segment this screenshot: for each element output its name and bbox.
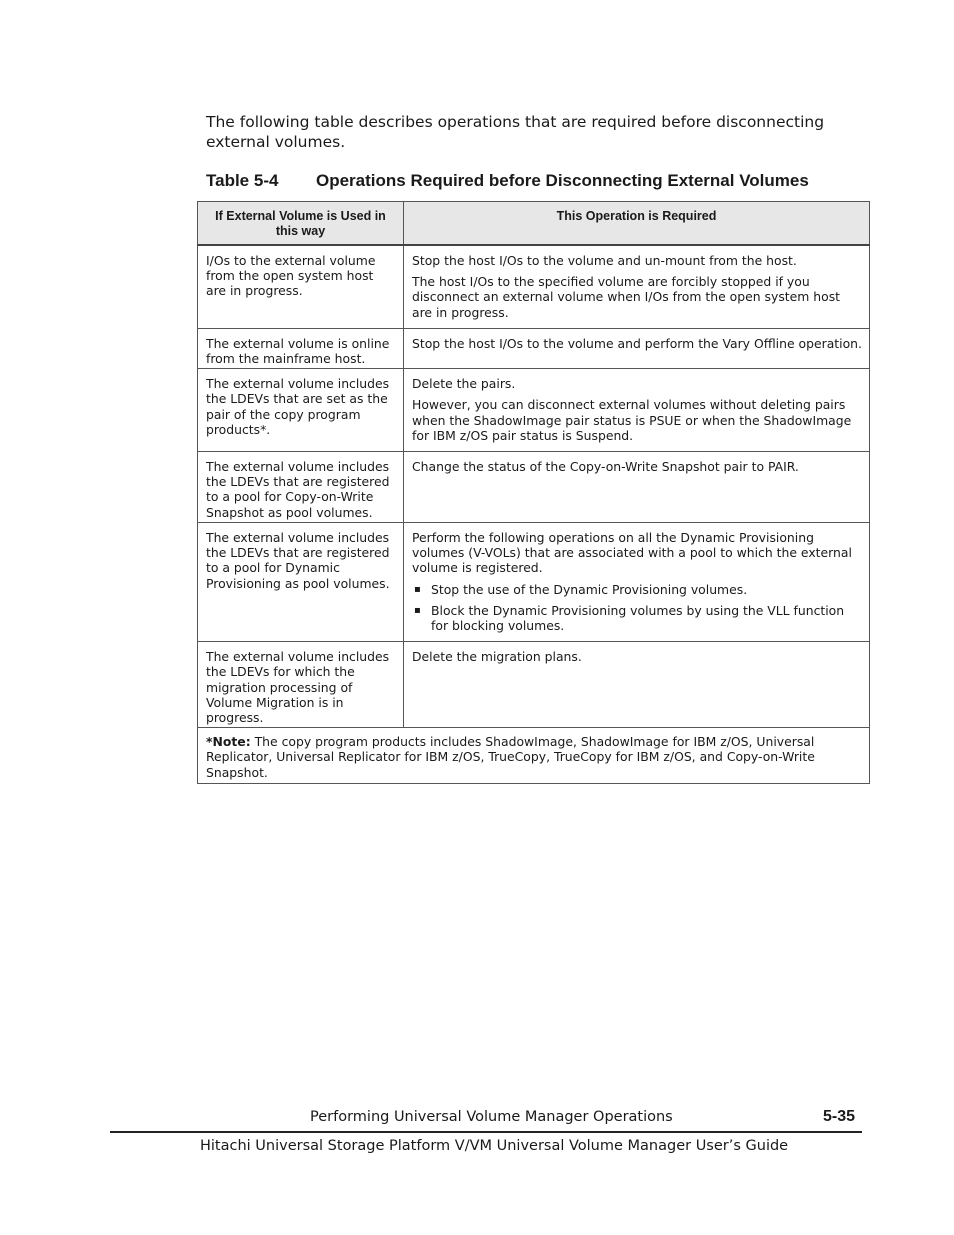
operation-text: Delete the migration plans. [412,649,582,665]
bullet-item: ▪ Block the Dynamic Provisioning volumes by using the VLL function for blocking volumes. [431,603,862,633]
table-row [198,328,870,368]
table-header-row [198,202,870,246]
operation-text: The host I/Os to the specified volume are forcibly stopped if you disconnect an external volume when I/Os from the open system host are in progress. [412,274,841,320]
operation-text: Stop the host I/Os to the volume and un-mount from the host. [412,253,797,268]
condition-cell: The external volume includes the LDEVs for which the migration processing of Volume Migration is in progress. [198,642,404,728]
condition-cell: I/Os to the external volume from the open system host are in progress. [198,245,404,328]
table-note-row [198,728,870,784]
table-row [198,642,870,728]
page-number: 5-35 [823,1108,856,1125]
note-text: The copy program products includes ShadowImage, ShadowImage for IBM z/OS, Universal Replicator, Universal Replicator for IBM z/OS, TrueCopy, TrueCopy for IBM z/OS, and Copy-on-Write Snapshot. [206,734,815,780]
operation-text: Stop the host I/Os to the volume and perform the Vary Offline operation. [412,335,862,351]
condition-cell: The external volume is online from the mainframe host. [198,328,404,368]
operation-cell [404,245,870,328]
table-row [198,369,870,452]
condition-cell: The external volume includes the LDEVs that are registered to a pool for Copy-on-Write Snapshot as pool volumes. [198,452,404,523]
note-label: *Note: [206,734,251,750]
operation-cell [404,369,870,452]
operation-cell [404,642,870,728]
table-title: Operations Required before Disconnecting External Volumes [316,171,809,190]
operation-cell [404,328,870,368]
footer-guide-title: Hitachi Universal Storage Platform V/VM Universal Volume Manager User’s Guide [200,1138,789,1154]
table-note [198,728,870,784]
condition-cell: The external volume includes the LDEVs that are set as the pair of the copy program products*. [198,369,404,452]
operation-text: Perform the following operations on all the Dynamic Provisioning volumes (V-VOLs) that are associated with a pool to which the external volume is registered. [412,530,852,576]
table-number: Table 5-4 [206,171,279,190]
table-caption [206,171,871,191]
footer-divider [110,1131,862,1133]
table-row [198,523,870,642]
operations-table [197,201,870,784]
header-operation: This Operation is Required [404,202,870,246]
table-row [198,452,870,523]
operation-text: Change the status of the Copy-on-Write Snapshot pair to PAIR. [412,459,799,475]
header-condition: If External Volume is Used in this way [198,202,404,246]
footer-section-title: Performing Universal Volume Manager Operations [310,1109,673,1125]
operation-text: Delete the pairs. [412,376,516,392]
operation-cell [404,523,870,642]
operation-cell [404,452,870,523]
condition-cell: The external volume includes the LDEVs that are registered to a pool for Dynamic Provisioning as pool volumes. [198,523,404,642]
bullet-item: ▪ Stop the use of the Dynamic Provisioning volumes. [431,582,862,597]
operation-bullet-list [412,582,862,634]
operation-text: However, you can disconnect external volumes without deleting pairs when the ShadowImage pair status is PSUE or when the ShadowImage for IBM z/OS pair status is Suspend. [412,397,852,443]
intro-paragraph: The following table describes operations that are required before disconnecting external volumes. [206,113,825,151]
table-row [198,245,870,328]
